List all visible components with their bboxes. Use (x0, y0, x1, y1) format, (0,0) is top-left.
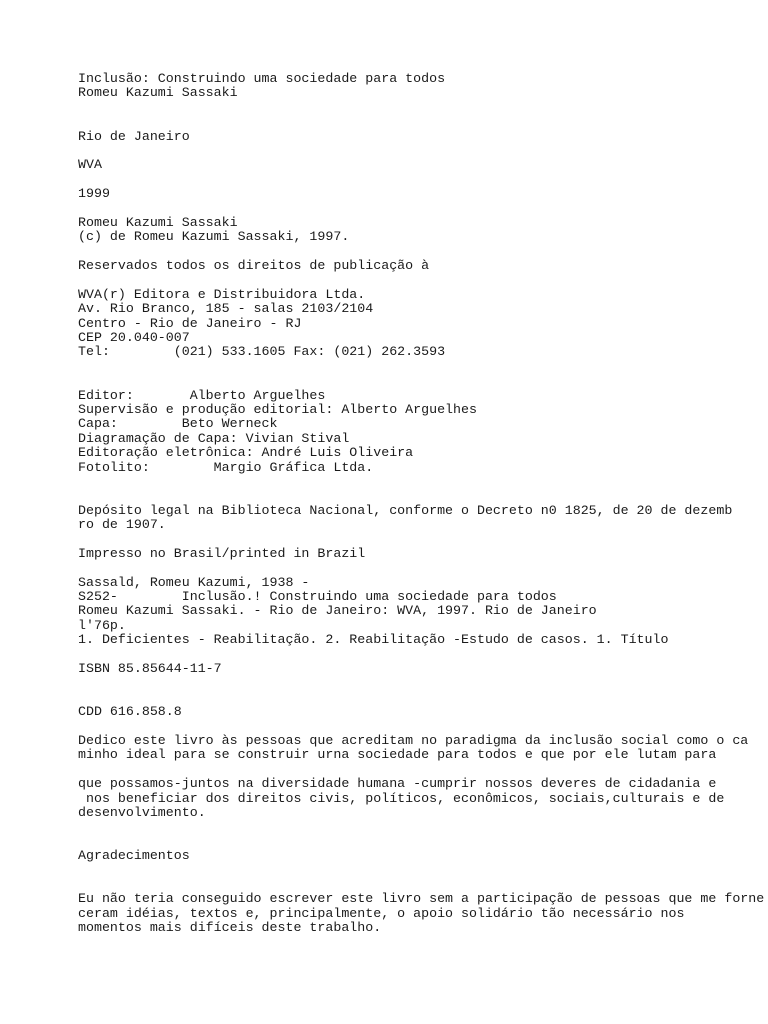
dedication-line: que possamos-juntos na diversidade humana -cumprir nossos deveres de cidadania e (78, 776, 717, 792)
publisher-district: Centro - Rio de Janeiro - RJ (78, 315, 302, 331)
credit-line: Supervisão e produção editorial: Alberto Arguelhes (78, 401, 477, 417)
dedication-line: desenvolvimento. (78, 804, 206, 820)
credit-line: Editor: Alberto Arguelhes (78, 387, 326, 403)
publisher-address: Av. Rio Branco, 185 - salas 2103/2104 (78, 301, 374, 317)
document-page (78, 71, 765, 936)
cdd-line: CDD 616.858.8 (78, 704, 182, 720)
publisher-short: WVA (78, 157, 102, 173)
cataloging-line: S252- Inclusão.! Construindo uma sociedade para todos (78, 589, 557, 605)
acknowledgements-line: ceram idéias, textos e, principalmente, o apoio solidário tão necessário nos (78, 905, 685, 921)
publisher-phone: Tel: (021) 533.1605 Fax: (021) 262.3593 (78, 344, 446, 360)
publication-year: 1999 (78, 186, 110, 202)
cataloging-line: Sassald, Romeu Kazumi, 1938 - (78, 574, 310, 590)
dedication-line: Dedico este livro às pessoas que acreditam no paradigma da inclusão social como o ca (78, 732, 749, 748)
acknowledgements-line: momentos mais difíceis deste trabalho. (78, 920, 382, 936)
cataloging-line: Romeu Kazumi Sassaki. - Rio de Janeiro: WVA, 1997. Rio de Janeiro (78, 603, 597, 619)
rights-line: Reservados todos os direitos de publicação à (78, 258, 430, 274)
acknowledgements-heading: Agradecimentos (78, 848, 190, 864)
dedication-line: nos beneficiar dos direitos civis, políticos, econômicos, sociais,culturais e de (78, 790, 725, 806)
author-repeat: Romeu Kazumi Sassaki (78, 214, 238, 230)
credit-line: Fotolito: Margio Gráfica Ltda. (78, 459, 374, 475)
credit-line: Diagramação de Capa: Vivian Stival (78, 430, 350, 446)
dedication-line: minho ideal para se construir urna sociedade para todos e que por ele lutam para (78, 747, 717, 763)
printed-in-line: Impresso no Brasil/printed in Brazil (78, 545, 366, 561)
publisher-name: WVA(r) Editora e Distribuidora Ltda. (78, 286, 366, 302)
cataloging-line: 1. Deficientes - Reabilitação. 2. Reabilitação -Estudo de casos. 1. Título (78, 632, 669, 648)
book-author: Romeu Kazumi Sassaki (78, 85, 238, 101)
legal-deposit-line: Depósito legal na Biblioteca Nacional, conforme o Decreto n0 1825, de 20 de dezemb (78, 502, 733, 518)
publisher-cep: CEP 20.040-007 (78, 330, 190, 346)
acknowledgements-line: Eu não teria conseguido escrever este livro sem a participação de pessoas que me forne (78, 891, 765, 907)
book-title: Inclusão: Construindo uma sociedade para todos (78, 71, 446, 86)
copyright-line: (c) de Romeu Kazumi Sassaki, 1997. (78, 229, 350, 245)
credit-line: Editoração eletrônica: André Luis Oliveira (78, 445, 414, 461)
isbn-line: ISBN 85.85644-11-7 (78, 661, 222, 677)
cataloging-line: l'76p. (78, 617, 126, 633)
credit-line: Capa: Beto Werneck (78, 416, 278, 432)
publication-city: Rio de Janeiro (78, 128, 190, 144)
legal-deposit-line: ro de 1907. (78, 517, 166, 533)
